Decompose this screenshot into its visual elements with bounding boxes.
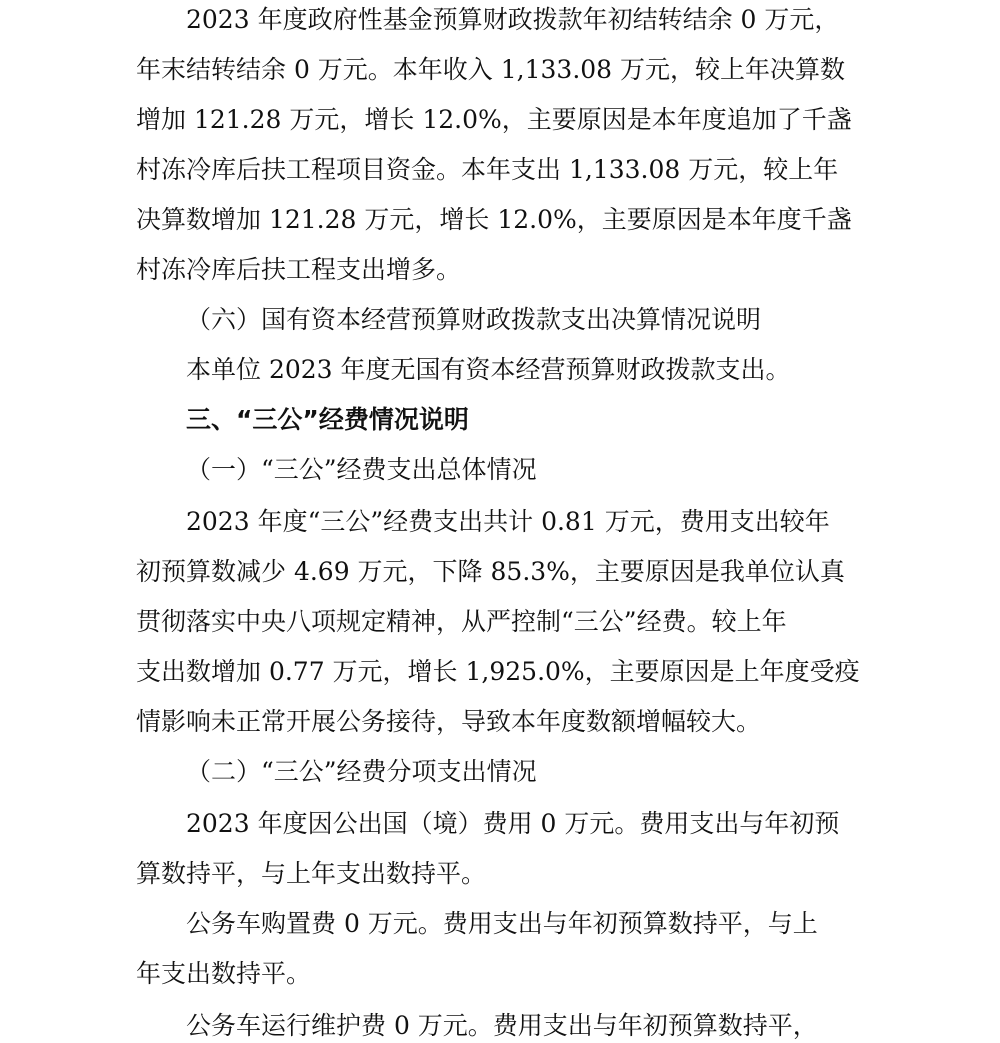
paragraph-line: 算数持平，与上年支出数持平。 bbox=[136, 859, 487, 888]
subsection-heading: （六）国有资本经营预算财政拨款支出决算情况说明 bbox=[186, 305, 762, 334]
paragraph-line: 初预算数减少 4.69 万元，下降 85.3%，主要原因是我单位认真 bbox=[136, 557, 845, 586]
paragraph-line: 村冻冷库后扶工程项目资金。本年支出 1,133.08 万元，较上年 bbox=[136, 155, 839, 184]
paragraph-line: 增加 121.28 万元，增长 12.0%，主要原因是本年度追加了千盏 bbox=[136, 105, 852, 134]
paragraph-line: 2023 年度政府性基金预算财政拨款年初结转结余 0 万元， bbox=[186, 5, 840, 34]
paragraph-line: 2023 年度“三公”经费支出共计 0.81 万元，费用支出较年 bbox=[186, 507, 830, 536]
paragraph-line: 贯彻落实中央八项规定精神，从严控制“三公”经费。较上年 bbox=[136, 607, 787, 636]
subsection-heading: （一）“三公”经费支出总体情况 bbox=[186, 455, 537, 484]
paragraph-line: 公务车购置费 0 万元。费用支出与年初预算数持平，与上 bbox=[186, 909, 818, 938]
paragraph-line: 决算数增加 121.28 万元，增长 12.0%，主要原因是本年度千盏 bbox=[136, 205, 852, 234]
paragraph-line: 年支出数持平。 bbox=[136, 959, 312, 988]
paragraph-line: 公务车运行维护费 0 万元。费用支出与年初预算数持平， bbox=[186, 1011, 818, 1040]
paragraph-line: 年末结转结余 0 万元。本年收入 1,133.08 万元，较上年决算数 bbox=[136, 55, 846, 84]
paragraph-line: 村冻冷库后扶工程支出增多。 bbox=[136, 255, 462, 284]
section-heading: 三、“三公”经费情况说明 bbox=[186, 405, 469, 434]
paragraph-line: 2023 年度因公出国（境）费用 0 万元。费用支出与年初预 bbox=[186, 809, 840, 838]
paragraph-line: 本单位 2023 年度无国有资本经营预算财政拨款支出。 bbox=[186, 355, 791, 384]
subsection-heading: （二）“三公”经费分项支出情况 bbox=[186, 757, 537, 786]
paragraph-line: 情影响未正常开展公务接待，导致本年度数额增幅较大。 bbox=[136, 707, 762, 736]
paragraph-line: 支出数增加 0.77 万元，增长 1,925.0%，主要原因是上年度受疫 bbox=[136, 657, 860, 686]
